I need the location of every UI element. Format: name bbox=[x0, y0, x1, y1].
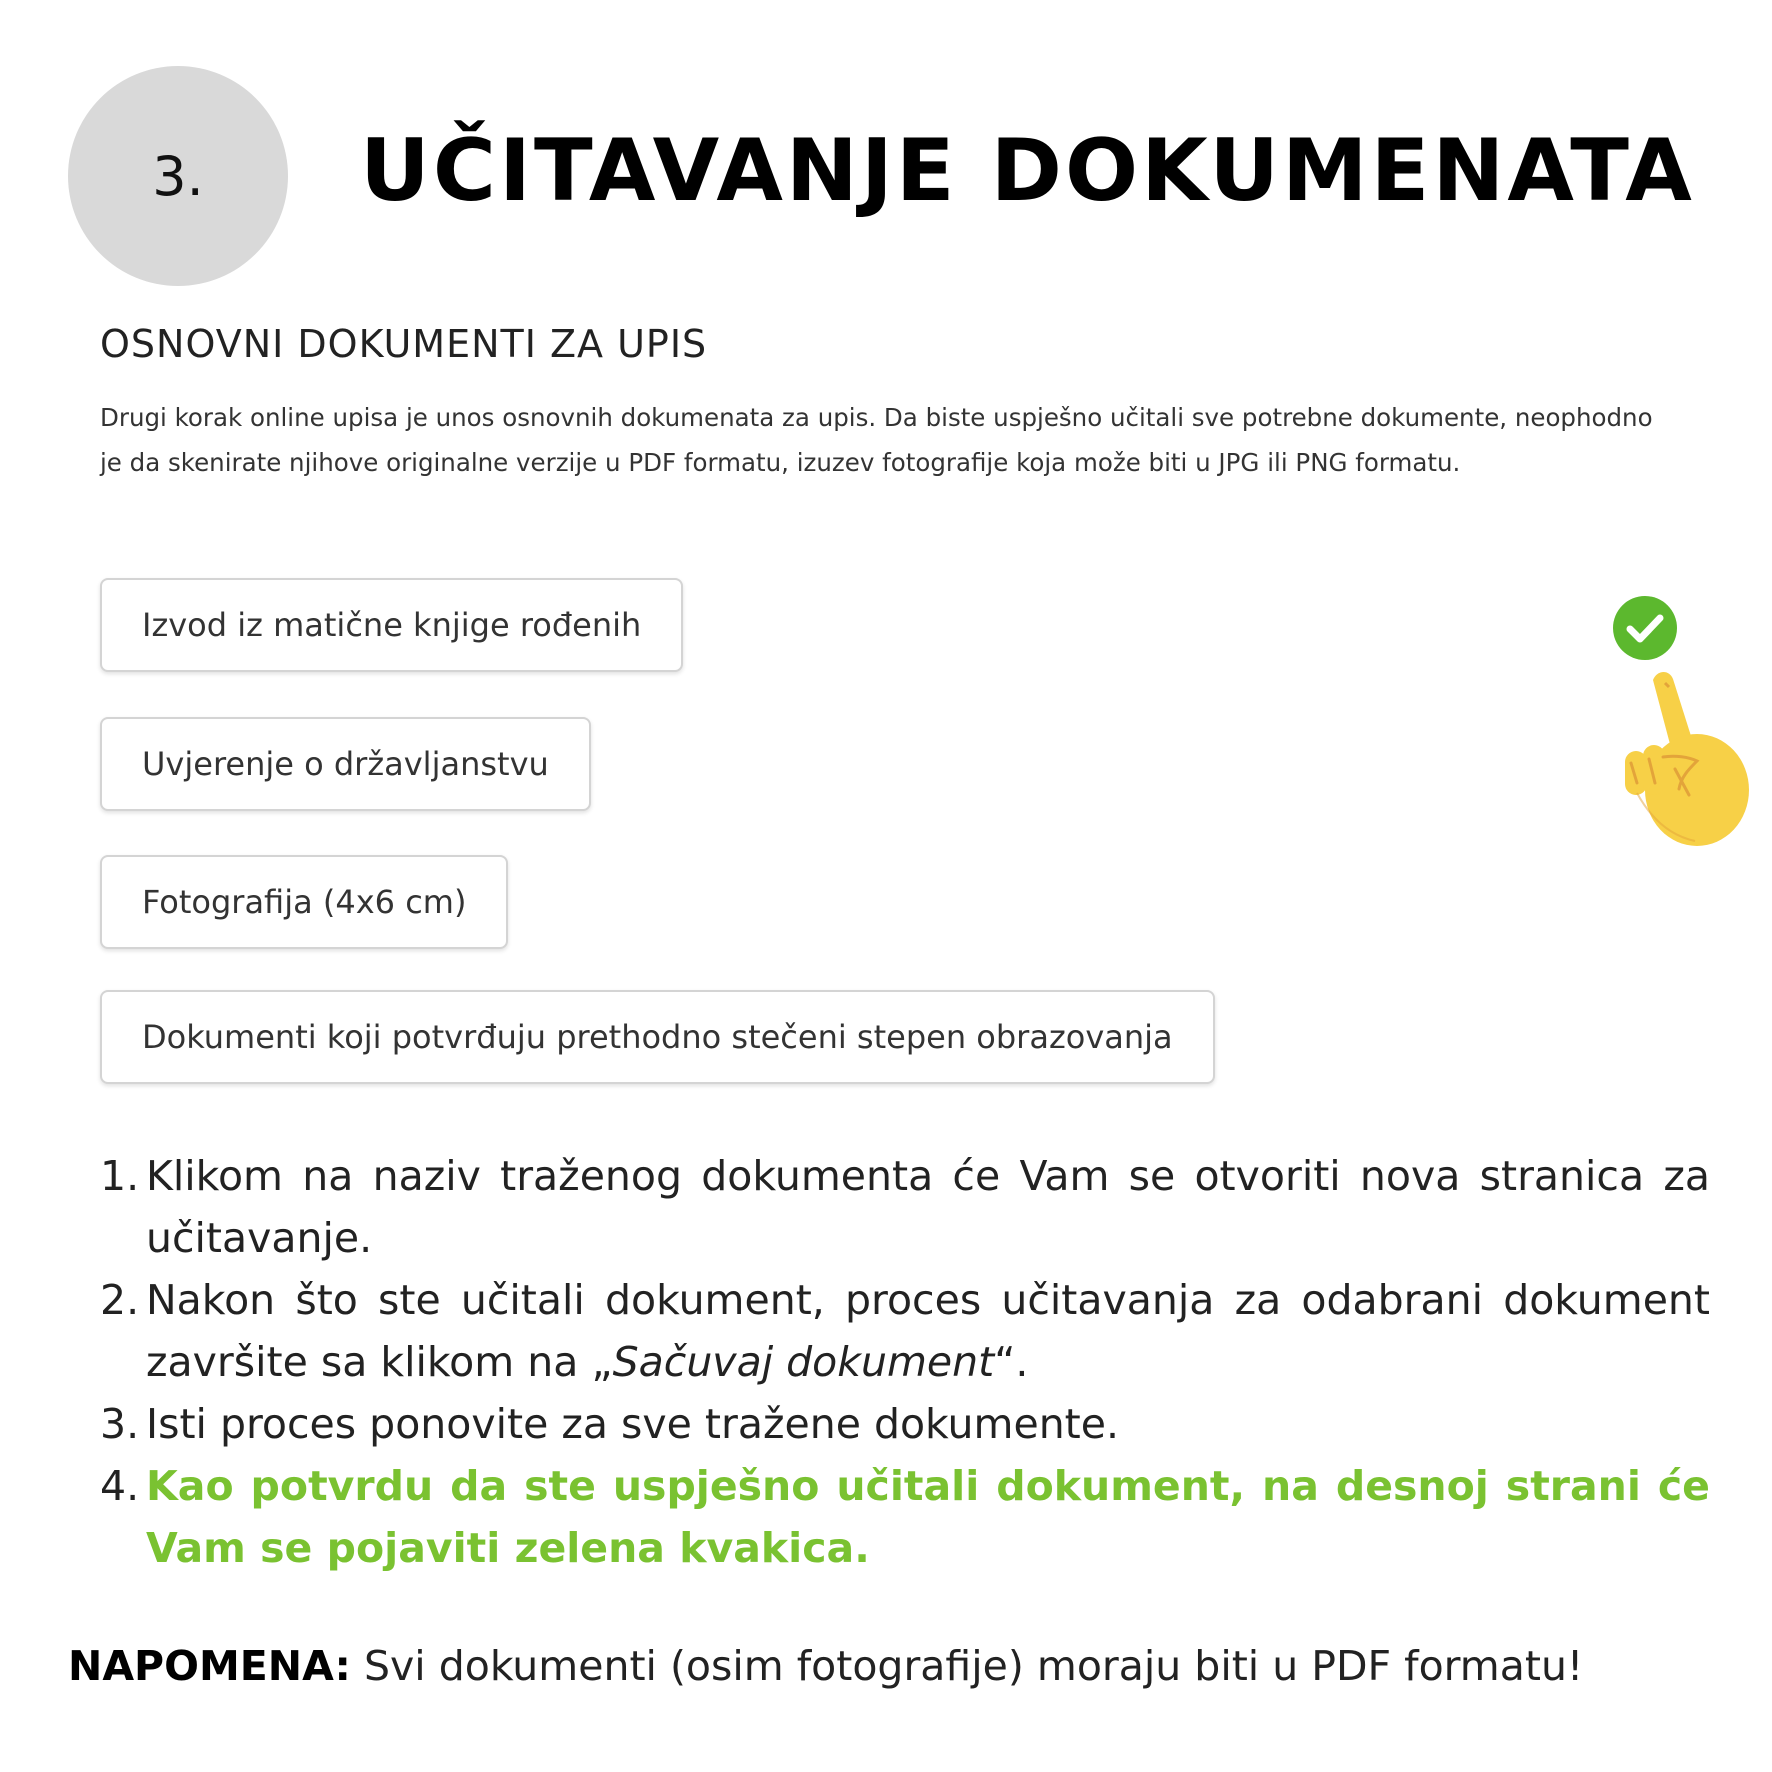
document-button-citizenship[interactable]: Uvjerenje o državljanstvu bbox=[100, 717, 591, 811]
documents-panel bbox=[100, 320, 1700, 485]
instruction-text-highlight: Kao potvrdu da ste uspješno učitali dokument, na desnoj strani će Vam se pojaviti zelena kvakica. bbox=[146, 1462, 1710, 1572]
instruction-number: 1. bbox=[100, 1152, 140, 1200]
instruction-number: 3. bbox=[100, 1400, 140, 1448]
instruction-item bbox=[100, 1393, 1710, 1455]
instruction-number: 4. bbox=[100, 1462, 140, 1510]
document-row bbox=[100, 855, 508, 949]
instruction-text bbox=[146, 1269, 1710, 1393]
page-title: UČITAVANJE DOKUMENATA bbox=[360, 121, 1695, 221]
note-text: Svi dokumenti (osim fotografije) moraju biti u PDF formatu! bbox=[350, 1642, 1584, 1690]
document-button-birth-certificate[interactable]: Izvod iz matične knjige rođenih bbox=[100, 578, 683, 672]
instruction-item bbox=[100, 1145, 1710, 1269]
instruction-text-before: Nakon što ste učitali dokument, proces učitavanja za odabrani dokument završite sa klikom na „ bbox=[146, 1276, 1710, 1386]
document-row bbox=[100, 717, 591, 811]
instruction-text-after: “. bbox=[994, 1338, 1029, 1386]
document-button-education[interactable]: Dokumenti koji potvrđuju prethodno stečeni stepen obrazovanja bbox=[100, 990, 1215, 1084]
instruction-item bbox=[100, 1455, 1710, 1579]
pointing-up-hand-icon bbox=[1605, 665, 1755, 850]
panel-heading: OSNOVNI DOKUMENTI ZA UPIS bbox=[100, 322, 708, 366]
document-row bbox=[100, 990, 1215, 1084]
instruction-number: 2. bbox=[100, 1276, 140, 1324]
instruction-text: Isti proces ponovite za sve tražene dokumente. bbox=[146, 1400, 1120, 1448]
document-button-photo[interactable]: Fotografija (4x6 cm) bbox=[100, 855, 508, 949]
panel-description: Drugi korak online upisa je unos osnovnih dokumenata za upis. Da biste uspješno učitali sve potrebne dokumente, neophodno je da skenirate njihove originalne verzije u PDF formatu, izuzev fotografije koja može biti u JPG ili PNG formatu. bbox=[100, 403, 1653, 478]
instructions-list bbox=[100, 1145, 1710, 1579]
green-checkmark-icon bbox=[1612, 595, 1678, 661]
instruction-item bbox=[100, 1269, 1710, 1393]
document-row bbox=[100, 578, 683, 672]
save-document-reference: Sačuvaj dokument bbox=[612, 1338, 995, 1386]
step-number: 3. bbox=[152, 144, 204, 208]
note-label: NAPOMENA: bbox=[68, 1642, 351, 1690]
note bbox=[68, 1636, 1728, 1696]
instruction-text: Klikom na naziv traženog dokumenta će Vam se otvoriti nova stranica za učitavanje. bbox=[146, 1152, 1710, 1262]
step-number-badge bbox=[68, 66, 288, 286]
